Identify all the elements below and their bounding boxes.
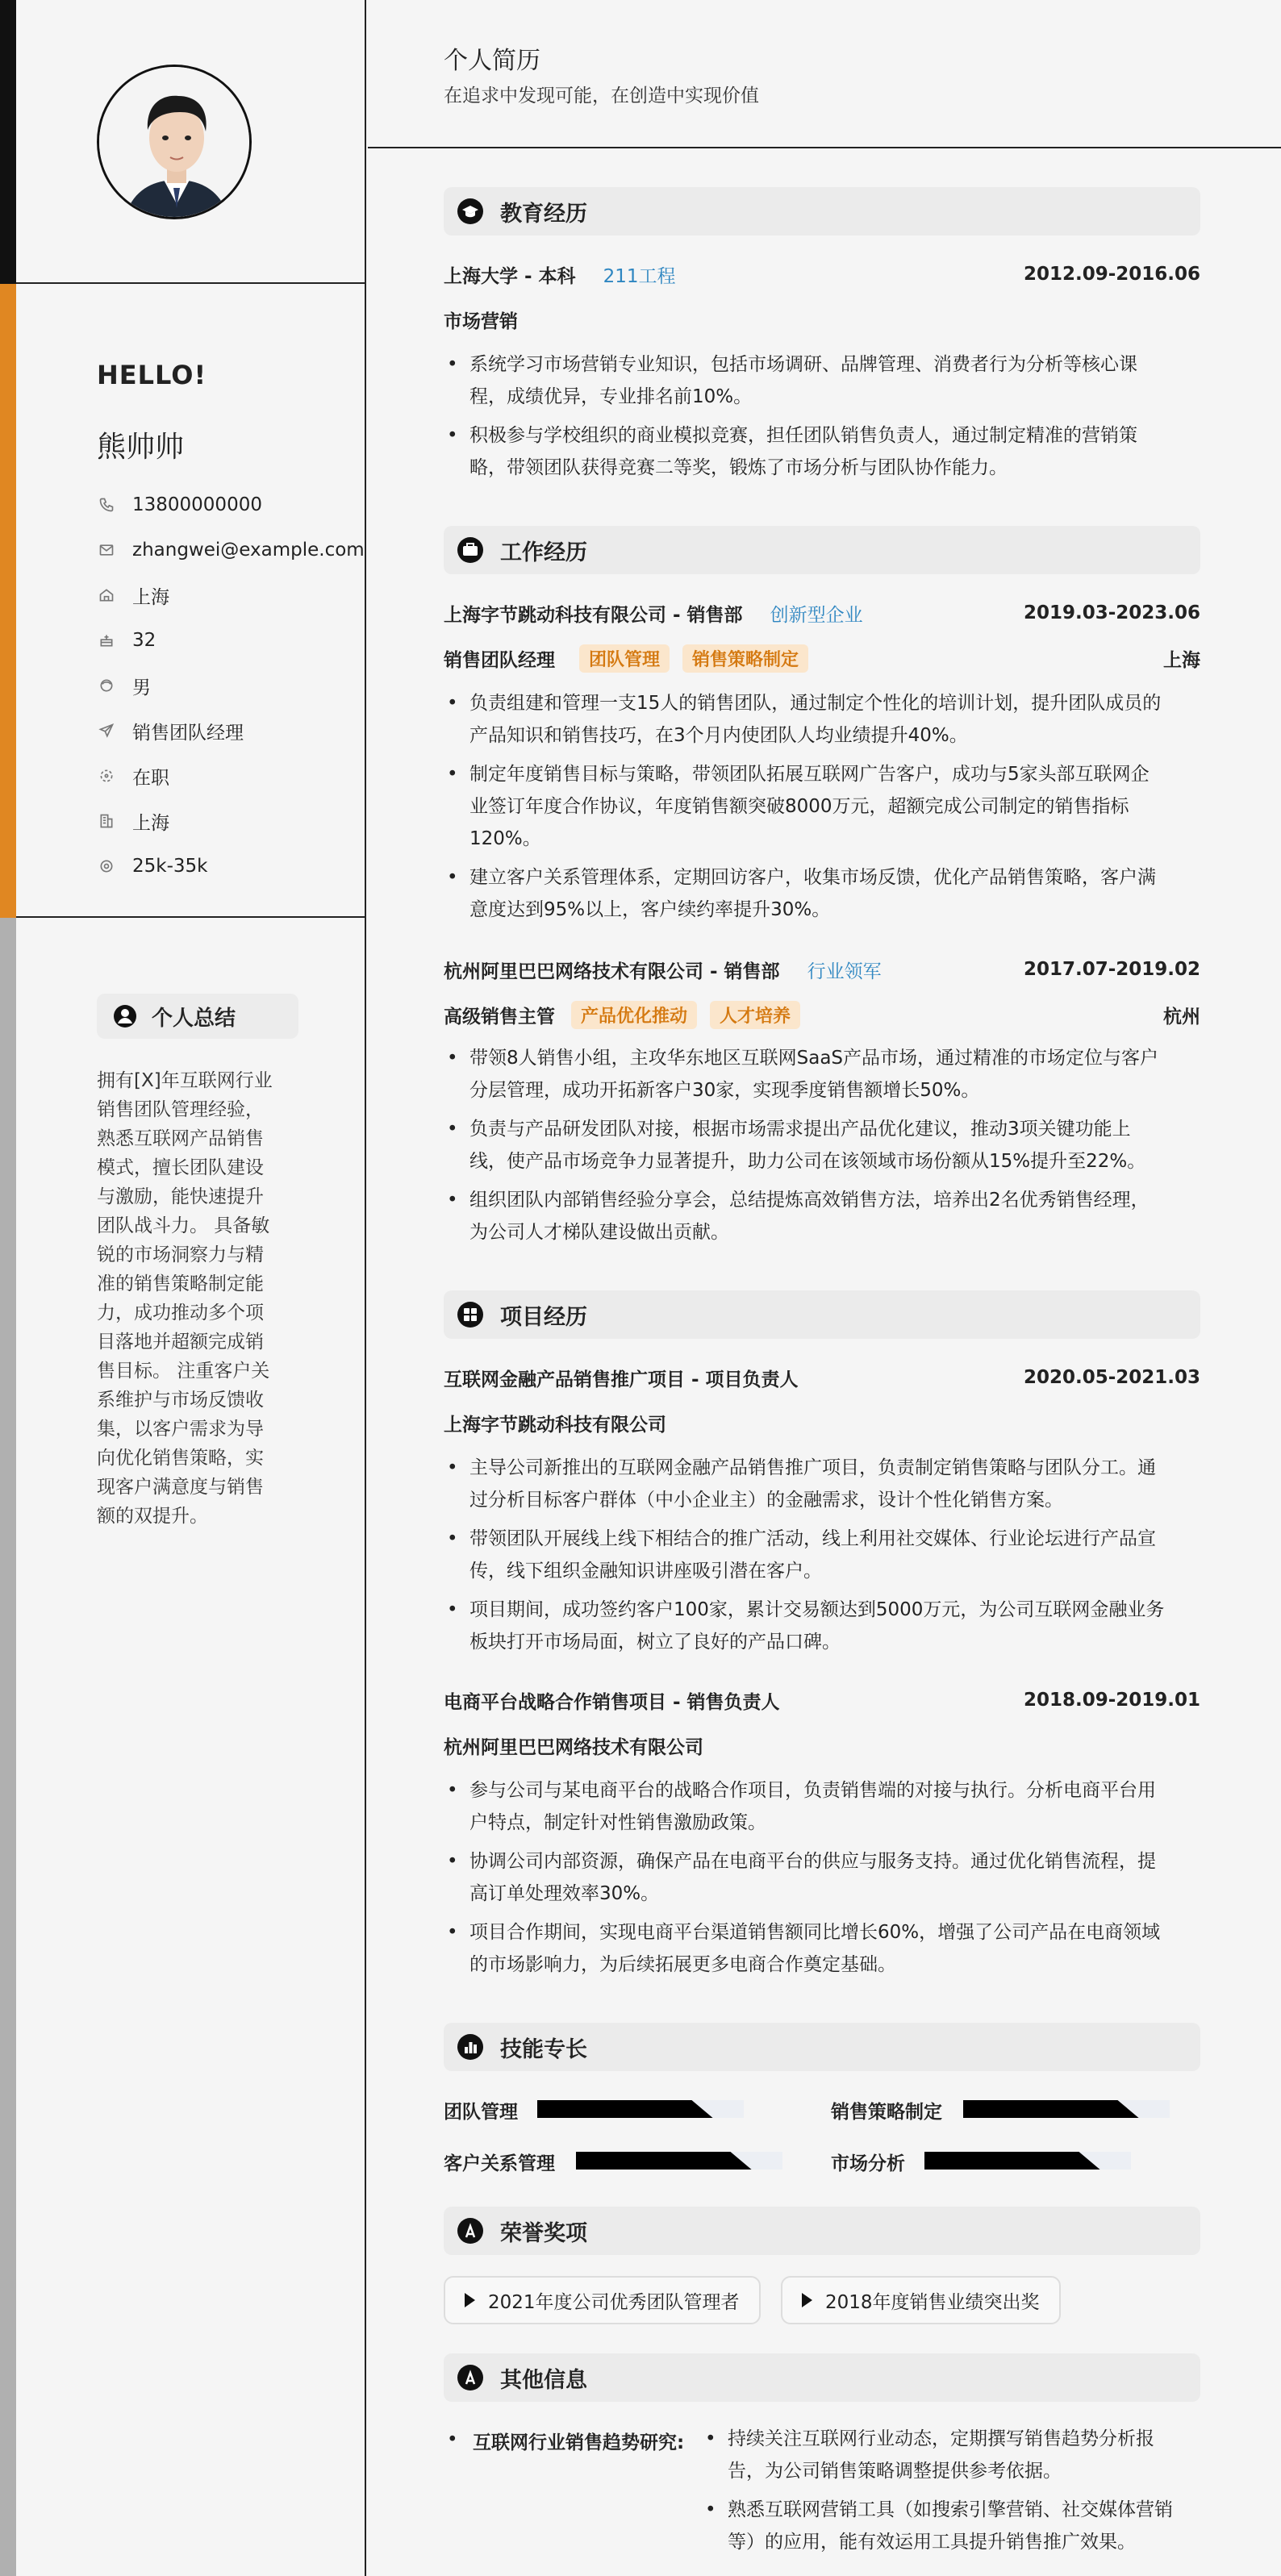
bullet-line: • 带领团队开展线上线下相结合的推广活动，线上利用社交媒体、行业论坛进行产品宣 — [469, 1528, 1156, 1549]
info-gender — [97, 663, 365, 708]
skill-bar-fill — [576, 2152, 752, 2170]
skill-bar — [963, 2100, 1170, 2118]
skill-name: 销售策略制定 — [831, 2102, 942, 2123]
briefcase-icon — [457, 536, 484, 564]
project-company: 上海字节跳动科技有限公司 — [444, 1414, 666, 1436]
section-title: 项目经历 — [500, 1304, 587, 1330]
medal-icon — [457, 2217, 484, 2245]
summary-line: 目落地并超额完成销 — [97, 1332, 264, 1353]
bullet-line: 户特点，制定针对性销售激励政策。 — [469, 1812, 766, 1833]
major: 市场营销 — [444, 311, 518, 332]
info-text: zhangwei@example.com — [132, 540, 365, 561]
avatar — [97, 65, 252, 219]
skill-name: 市场分析 — [831, 2153, 905, 2174]
summary-line: 额的双提升。 — [97, 1506, 208, 1527]
info-text: 男 — [132, 677, 151, 698]
summary-line: 现客户满意度与销售 — [97, 1477, 264, 1498]
job-role: 高级销售主管 — [444, 1006, 555, 1027]
education-entry — [444, 258, 1200, 336]
list-item — [444, 1845, 1200, 1910]
summary-line: 力，成功推动多个项 — [97, 1303, 264, 1323]
project-entry — [444, 1361, 1200, 1439]
coin-icon — [97, 857, 116, 876]
section-title: 其他信息 — [500, 2367, 587, 2393]
bullet-line: • 项目合作期间，实现电商平台渠道销售额同比增长60%，增强了公司产品在电商领域 — [469, 1922, 1161, 1943]
job-date: 2017.07-2019.02 — [1023, 959, 1200, 980]
bullet-line: 传，线下组织金融知识讲座吸引潜在客户。 — [469, 1561, 822, 1582]
info-email — [97, 527, 365, 573]
list-item — [444, 687, 1200, 752]
sidebar-divider — [16, 916, 366, 918]
info-location — [97, 573, 365, 618]
play-icon — [802, 2293, 812, 2307]
skill-tag: 人才培养 — [710, 1001, 800, 1029]
other-label: 互联网行业销售趋势研究: — [473, 2432, 685, 2453]
summary-line: 团队战斗力。 具备敏 — [97, 1215, 270, 1236]
list-item — [444, 1113, 1200, 1178]
skill-tag: 团队管理 — [579, 644, 670, 673]
job-entry — [444, 953, 1200, 1031]
play-icon — [465, 2293, 475, 2307]
project-name: 电商平台战略合作销售项目 - 销售负责人 — [444, 1691, 780, 1713]
education-heading — [444, 187, 1200, 236]
bullet-line: 线，使产品市场竞争力显著提升，助力公司在该领域市场份额从15%提升至22%。 — [469, 1151, 1146, 1172]
list-item — [444, 1594, 1200, 1658]
bullet-line: • 带领8人销售小组，主攻华东地区互联网SaaS产品市场，通过精准的市场定位与客户 — [469, 1048, 1159, 1069]
bullet-line: 120%。 — [469, 828, 541, 849]
summary-heading — [97, 994, 298, 1039]
project-name: 互联网金融产品销售推广项目 - 项目负责人 — [444, 1369, 799, 1390]
bullet-line: 高订单处理效率30%。 — [469, 1883, 660, 1904]
greeting: HELLO! — [97, 360, 207, 390]
section-title: 教育经历 — [500, 201, 587, 227]
bullet-line: 产品知识和销售技巧，在3个月内使团队人均业绩提升40%。 — [469, 725, 968, 746]
school-name: 上海大学 - 本科 — [444, 265, 576, 287]
bullet-line: • 组织团队内部销售经验分享会，总结提炼高效销售方法，培养出2名优秀销售经理， — [469, 1190, 1150, 1211]
summary-line: 向优化销售策略，实 — [97, 1448, 264, 1469]
job-date: 2019.03-2023.06 — [1023, 602, 1200, 623]
list-item — [444, 1042, 1200, 1107]
bullet-line: • 熟悉互联网营销工具（如搜索引擎营销、社交媒体营销 — [728, 2499, 1173, 2520]
info-status — [97, 753, 365, 798]
skill-bar-fill — [537, 2100, 713, 2118]
sidebar-stripe-top — [0, 0, 16, 284]
job-city: 杭州 — [1163, 1006, 1200, 1027]
skill-bar — [537, 2100, 744, 2118]
bullet-dot: • — [447, 2429, 458, 2450]
award-name: 2018年度销售业绩突出奖 — [825, 2291, 1040, 2313]
list-item — [444, 861, 1200, 926]
send-icon — [97, 721, 116, 740]
info-position — [97, 708, 365, 753]
gender-icon — [97, 676, 116, 695]
section-title: 技能专长 — [500, 2036, 587, 2062]
bullet-line: 为公司人才梯队建设做出贡献。 — [469, 1222, 729, 1243]
bullet-line: • 负责与产品研发团队对接，根据市场需求提出产品优化建议，推动3项关键功能上 — [469, 1119, 1131, 1140]
project-date: 2018.09-2019.01 — [1023, 1690, 1200, 1711]
summary-line: 售目标。 注重客户关 — [97, 1361, 270, 1382]
summary-line: 准的销售策略制定能 — [97, 1273, 264, 1294]
bullet-line: 略，带领团队获得竞赛二等奖，锻炼了市场分析与团队协作能力。 — [469, 457, 1008, 478]
status-icon — [97, 766, 116, 786]
list-item — [702, 2423, 1202, 2487]
info-phone — [97, 482, 365, 527]
chart-icon — [457, 2033, 484, 2061]
summary-line: 系维护与市场反馈收 — [97, 1390, 264, 1411]
building-icon — [97, 811, 116, 831]
project-company: 杭州阿里巴巴网络技术有限公司 — [444, 1736, 703, 1758]
education-date: 2012.09-2016.06 — [1023, 264, 1200, 285]
summary-line: 锐的市场洞察力与精 — [97, 1244, 264, 1265]
graduation-cap-icon — [457, 198, 484, 225]
section-title: 工作经历 — [500, 540, 587, 565]
skill-bar — [576, 2152, 782, 2170]
bullet-line: • 协调公司内部资源，确保产品在电商平台的供应与服务支持。通过优化销售流程，提 — [469, 1851, 1156, 1872]
home-icon — [97, 586, 116, 605]
skill-name: 团队管理 — [444, 2102, 518, 2123]
summary-line: 拥有[X]年互联网行业 — [97, 1070, 273, 1091]
list-item — [444, 1523, 1200, 1587]
bullet-line: • 项目期间，成功签约客户100家，累计交易额达到5000万元，为公司互联网金融业务 — [469, 1599, 1165, 1620]
summary-text — [97, 1066, 298, 1531]
page-title: 个人简历 — [444, 47, 540, 75]
skill-bar-fill — [924, 2152, 1100, 2170]
info-text: 上海 — [132, 812, 169, 834]
company-tag: 创新型企业 — [770, 604, 863, 626]
page-subtitle: 在追求中发现可能，在创造中实现价值 — [444, 85, 759, 106]
contact-info-list — [97, 482, 365, 889]
info-icon — [457, 2364, 484, 2391]
bullet-line: • 负责组建和管理一支15人的销售团队，通过制定个性化的培训计划，提升团队成员的 — [469, 693, 1162, 714]
list-item — [444, 1184, 1200, 1248]
bullet-line: 板块打开市场局面，树立了良好的产品口碑。 — [469, 1632, 841, 1653]
list-item — [702, 2494, 1202, 2558]
info-text: 在职 — [132, 767, 169, 789]
summary-line: 与激励，能快速提升 — [97, 1186, 264, 1207]
info-text: 上海 — [132, 586, 169, 608]
main-content — [368, 0, 1281, 2553]
company-name: 杭州阿里巴巴网络技术有限公司 - 销售部 — [444, 961, 780, 982]
bullet-line: • 主导公司新推出的互联网金融产品销售推广项目，负责制定销售策略与团队分工。通 — [469, 1457, 1156, 1478]
company-tag: 行业领军 — [807, 961, 882, 982]
bullet-line: • 参与公司与某电商平台的战略合作项目，负责销售端的对接与执行。分析电商平台用 — [469, 1780, 1156, 1801]
summary-title: 个人总结 — [152, 1006, 236, 1031]
list-item — [444, 758, 1200, 855]
bullet-line: 意度达到95%以上，客户续约率提升30%。 — [469, 899, 831, 920]
bullet-line: 业签订年度合作协议，年度销售额突破8000万元，超额完成公司制定的销售指标 — [469, 796, 1129, 817]
awards-heading — [444, 2207, 1200, 2255]
bullet-line: 告，为公司销售策略调整提供参考依据。 — [728, 2461, 1062, 2482]
sidebar-stripe-bottom — [0, 918, 16, 2576]
sidebar — [16, 0, 366, 2576]
summary-line: 模式，擅长团队建设 — [97, 1157, 264, 1178]
list-item — [444, 419, 1200, 484]
award-name: 2021年度公司优秀团队管理者 — [488, 2291, 740, 2313]
skill-bar-fill — [963, 2100, 1139, 2118]
info-salary — [97, 844, 365, 889]
list-item — [444, 348, 1200, 413]
bullet-line: • 建立客户关系管理体系，定期回访客户，收集市场反馈，优化产品销售策略，客户满 — [469, 867, 1156, 888]
skill-bar — [924, 2152, 1131, 2170]
list-item — [444, 1774, 1200, 1839]
header-divider — [368, 147, 1281, 148]
info-target-city — [97, 798, 365, 844]
award-badge — [781, 2276, 1061, 2324]
bullet-line: • 积极参与学校组织的商业模拟竞赛，担任团队销售负责人，通过制定精准的营销策 — [469, 425, 1137, 446]
sidebar-stripe-middle — [0, 284, 16, 918]
job-entry — [444, 597, 1200, 674]
skill-tag: 销售策略制定 — [682, 644, 808, 673]
bullet-line: 等）的应用，能有效运用工具提升销售推广效果。 — [728, 2532, 1136, 2553]
sidebar-divider — [16, 282, 366, 284]
job-city: 上海 — [1163, 649, 1200, 671]
section-title: 荣誉奖项 — [500, 2220, 587, 2246]
info-text: 销售团队经理 — [132, 722, 244, 744]
project-date: 2020.05-2021.03 — [1023, 1367, 1200, 1388]
skill-name: 客户关系管理 — [444, 2153, 555, 2174]
summary-line: 销售团队管理经验， — [97, 1099, 264, 1120]
grid-icon — [457, 1301, 484, 1328]
skill-tag: 产品优化推动 — [571, 1001, 697, 1029]
project-entry — [444, 1684, 1200, 1761]
mail-icon — [97, 540, 116, 560]
bullet-line: • 持续关注互联网行业动态，定期撰写销售趋势分析报 — [728, 2428, 1154, 2449]
bullet-line: 分层管理，成功开拓新客户30家，实现季度销售额增长50%。 — [469, 1080, 980, 1101]
award-badge — [444, 2276, 761, 2324]
list-item — [444, 1916, 1200, 1981]
bullet-line: 过分析目标客户群体（中小企业主）的金融需求，设计个性化销售方案。 — [469, 1490, 1063, 1511]
summary-line: 熟悉互联网产品销售 — [97, 1128, 264, 1149]
info-text: 13800000000 — [132, 494, 262, 515]
company-name: 上海字节跳动科技有限公司 - 销售部 — [444, 604, 743, 626]
phone-icon — [97, 495, 116, 515]
bullet-line: • 系统学习市场营销专业知识，包括市场调研、品牌管理、消费者行为分析等核心课 — [469, 354, 1137, 375]
job-role: 销售团队经理 — [444, 649, 555, 671]
bullet-line: 的市场影响力，为后续拓展更多电商合作奠定基础。 — [469, 1954, 896, 1975]
bullet-line: • 制定年度销售目标与策略，带领团队拓展互联网广告客户，成功与5家头部互联网企 — [469, 764, 1150, 785]
other-heading — [444, 2353, 1200, 2402]
list-item — [444, 1452, 1200, 1516]
bullet-line: 程，成绩优异，专业排名前10%。 — [469, 386, 753, 407]
info-text: 25k-35k — [132, 856, 208, 877]
work-heading — [444, 526, 1200, 574]
cake-icon — [97, 631, 116, 650]
school-tag: 211工程 — [603, 265, 676, 287]
summary-line: 集，以客户需求为导 — [97, 1419, 264, 1440]
info-age — [97, 618, 365, 663]
candidate-name: 熊帅帅 — [97, 431, 185, 464]
user-icon — [113, 1004, 137, 1028]
projects-heading — [444, 1290, 1200, 1339]
skills-heading — [444, 2023, 1200, 2071]
info-text: 32 — [132, 630, 156, 651]
